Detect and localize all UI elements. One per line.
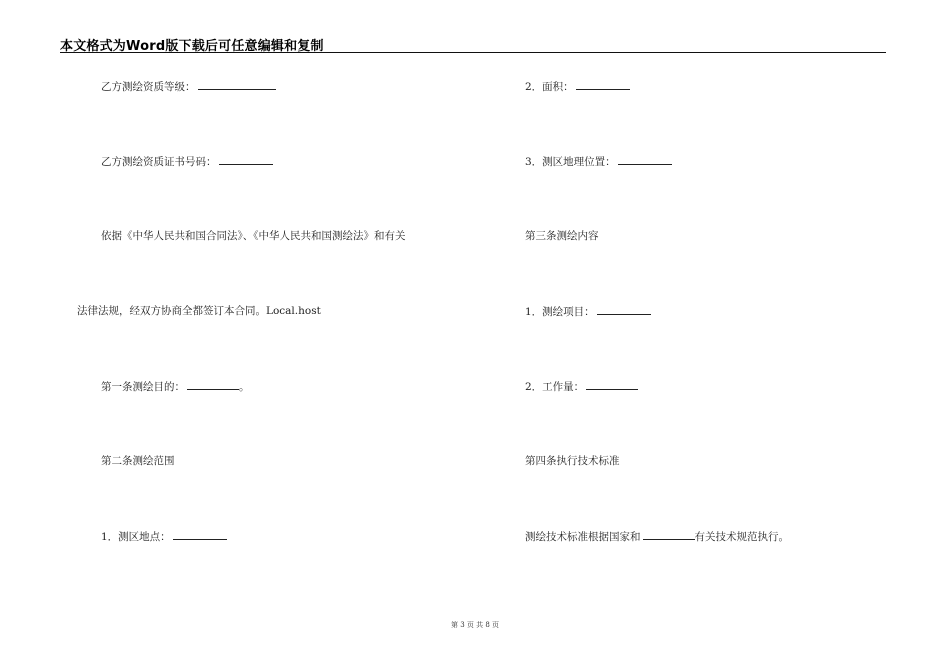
page-footer xyxy=(0,620,950,630)
survey-location-label: 1．测区地点： xyxy=(101,531,171,543)
qualification-grade-blank xyxy=(198,79,276,90)
left-line-4-text: 法律法规，经双方协商全都签订本合同。Local.host xyxy=(77,305,321,317)
survey-project-label: 1．测绘项目： xyxy=(525,306,595,318)
left-line-1-label: 乙方测绘资质等级： xyxy=(101,81,196,93)
left-line-2-label: 乙方测绘资质证书号码： xyxy=(101,156,217,168)
left-line-3-text: 依据《中华人民共和国合同法》、《中华人民共和国测绘法》和有关 xyxy=(101,230,406,242)
area-blank xyxy=(576,79,630,90)
geographic-location-blank xyxy=(618,154,672,165)
right-line-area xyxy=(525,79,630,94)
left-line-survey-location xyxy=(101,529,227,544)
article-3-heading: 第三条测绘内容 xyxy=(525,230,599,242)
survey-location-blank xyxy=(173,529,227,540)
certificate-number-blank xyxy=(219,154,273,165)
right-line-article-3 xyxy=(525,229,599,243)
right-line-survey-project xyxy=(525,304,651,319)
geographic-location-label: 3．测区地理位置： xyxy=(525,156,616,168)
right-line-technical-standard xyxy=(525,529,789,544)
area-label: 2．面积： xyxy=(525,81,574,93)
article-1-suffix: 。 xyxy=(239,381,250,393)
technical-standard-blank xyxy=(643,529,695,540)
workload-label: 2．工作量： xyxy=(525,381,585,393)
left-line-qualification-grade xyxy=(101,79,276,94)
page-number: 第 3 页 共 8 页 xyxy=(450,621,500,629)
article-1-label: 第一条测绘目的： xyxy=(101,381,185,393)
right-line-workload xyxy=(525,379,638,394)
article-4-heading: 第四条执行技术标准 xyxy=(525,455,620,467)
header-title: 本文格式为Word版下载后可任意编辑和复制 xyxy=(60,39,324,54)
left-line-article-1 xyxy=(101,379,250,394)
survey-purpose-blank xyxy=(187,379,239,390)
technical-standard-prefix: 测绘技术标准根据国家和 xyxy=(525,531,641,543)
left-line-agreement xyxy=(77,304,321,318)
workload-blank xyxy=(586,379,638,390)
technical-standard-suffix: 有关技术规范执行。 xyxy=(694,531,789,543)
left-line-article-2 xyxy=(101,454,175,468)
left-line-certificate-number xyxy=(101,154,273,169)
right-line-article-4 xyxy=(525,454,620,468)
right-line-geographic-location xyxy=(525,154,672,169)
page-header xyxy=(60,36,886,53)
left-line-legal-basis xyxy=(101,229,406,243)
survey-project-blank xyxy=(597,304,651,315)
article-2-heading: 第二条测绘范围 xyxy=(101,455,175,467)
